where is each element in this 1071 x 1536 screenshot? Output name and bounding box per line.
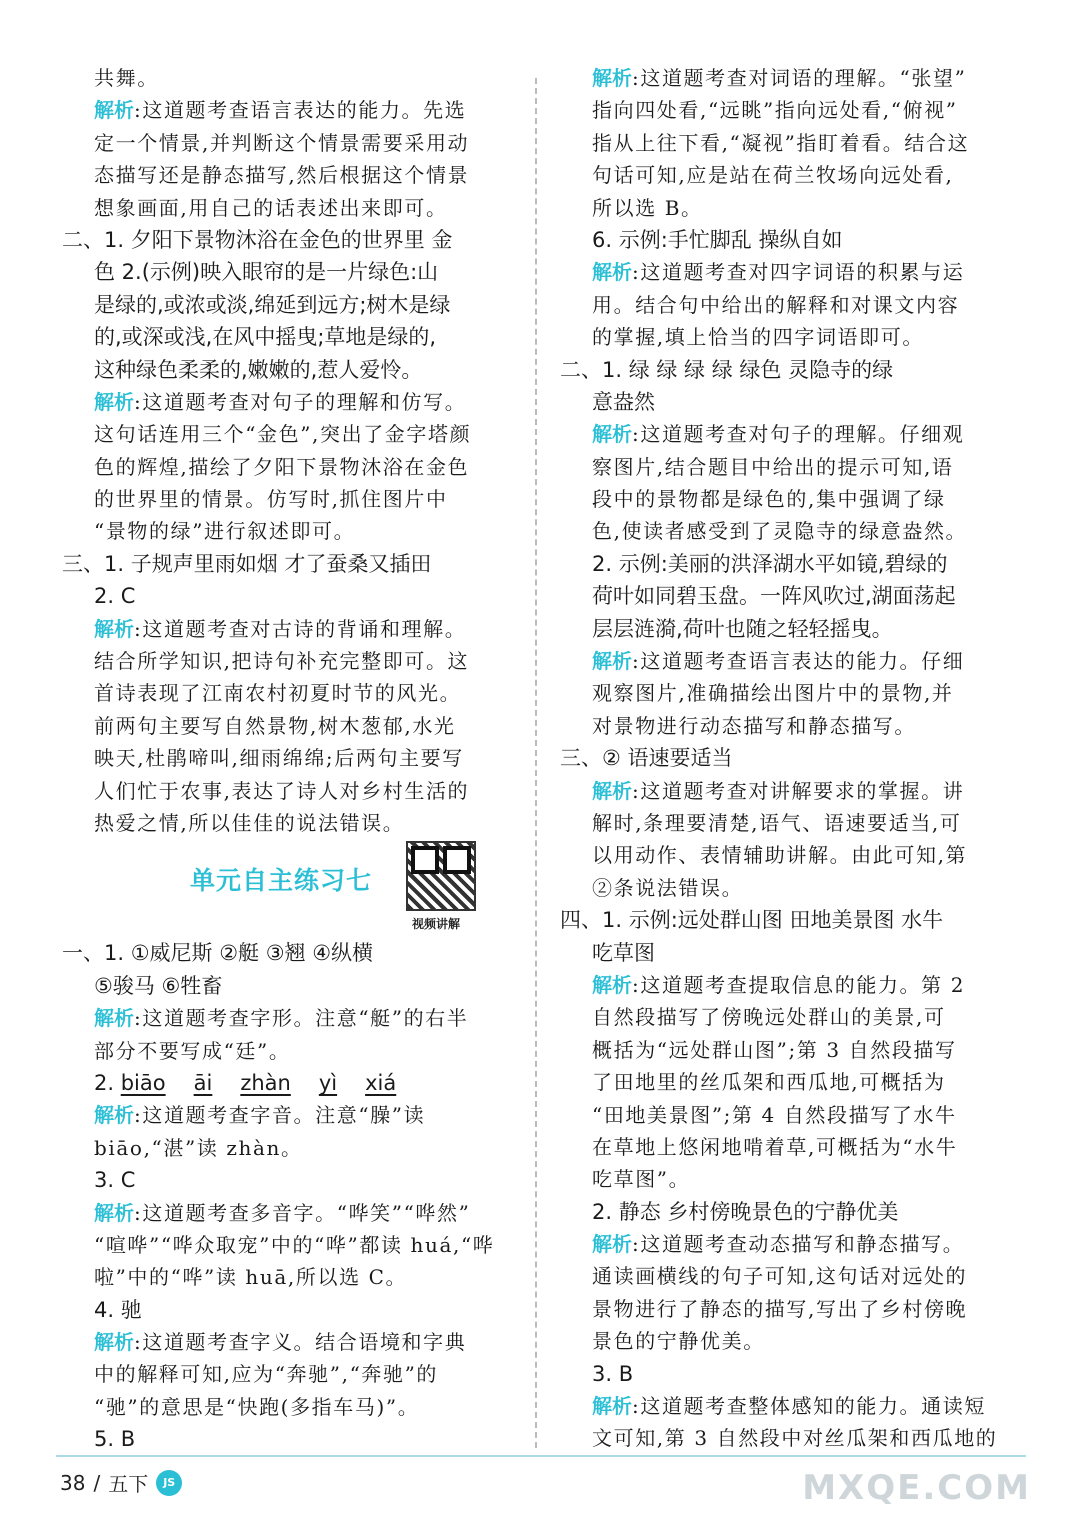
analysis-label: 解析 (592, 422, 632, 447)
analysis-label: 解析 (94, 1103, 134, 1128)
line-text: 4. 驰 (94, 1297, 142, 1322)
analysis-label: 解析 (592, 778, 632, 803)
text-line (62, 1326, 514, 1358)
pinyin-answer: xiá (365, 1070, 397, 1095)
line-text: 对景物进行动态描写和静态描写。 (592, 713, 916, 738)
text-line (62, 1294, 514, 1326)
text-line (560, 1228, 1012, 1260)
text-line (62, 710, 514, 742)
text-line (560, 1325, 1012, 1357)
line-text: ②条说法错误。 (592, 875, 744, 900)
line-text: 想象画面,用自己的话表述出来即可。 (94, 195, 448, 220)
line-text: “驰”的意思是“快跑(多指车马)”。 (94, 1394, 420, 1419)
text-line (560, 1390, 1012, 1422)
text-line (560, 1196, 1012, 1228)
line-text: 人们忙于农事,表达了诗人对乡村生活的 (94, 778, 470, 803)
analysis-label: 解析 (592, 649, 632, 674)
line-text: 在草地上悠闲地啃着草,可概括为“水牛 (592, 1134, 958, 1159)
pinyin-answer: biāo (120, 1070, 166, 1095)
text-line (62, 192, 514, 224)
text-line (62, 1099, 514, 1131)
line-text: 前两句主要写自然景物,树木葱郁,水光 (94, 713, 456, 738)
line-text: 2. C (94, 584, 136, 609)
text-line (560, 1066, 1012, 1098)
line-text: 映天,杜鹃啼叫,细雨绵绵;后两句主要写 (94, 746, 464, 771)
text-line (62, 451, 514, 483)
text-line (62, 548, 514, 580)
line-text: 吃草图 (592, 940, 655, 965)
text-line (62, 483, 514, 515)
pinyin-answer: yì (318, 1070, 338, 1095)
line-text: 是绿的,或浓或淡,绵延到远方;树木是绿 (94, 292, 451, 317)
text-line (62, 321, 514, 353)
text-line (62, 289, 514, 321)
left-answers-part2 (62, 937, 514, 1455)
watermark: MXQE.COM (802, 1468, 1031, 1508)
text-line (62, 1229, 514, 1261)
text-line (560, 904, 1012, 936)
analysis-label: 解析 (94, 98, 134, 123)
text-line (560, 192, 1012, 224)
text-line (62, 1391, 514, 1423)
line-text: 了田地里的丝瓜架和西瓜地,可概括为 (592, 1070, 946, 1095)
text-line (560, 483, 1012, 515)
line-text: 2. 静态 乡村傍晚景色的宁静优美 (592, 1199, 899, 1224)
line-text: 二、1. 绿 绿 绿 绿 绿色 灵隐寺的绿 (560, 357, 894, 382)
page-number: 38 (60, 1470, 86, 1495)
text-line (62, 1002, 514, 1034)
text-line (560, 580, 1012, 612)
line-text: :这道题考查对讲解要求的掌握。讲 (632, 778, 965, 803)
footer-rule (56, 1455, 1026, 1457)
text-line (560, 62, 1012, 94)
line-text: 色 2.(示例)映入眼帘的是一片绿色:山 (94, 260, 439, 285)
line-text: 景物进行了静态的描写,写出了乡村傍晚 (592, 1296, 968, 1321)
line-text: 荷叶如同碧玉盘。一阵风吹过,湖面荡起 (592, 584, 956, 609)
line-text: :这道题考查对句子的理解。仔细观 (632, 422, 965, 447)
text-line (560, 127, 1012, 159)
line-text: 3. B (592, 1361, 634, 1386)
text-line (62, 1067, 514, 1099)
unit-title: 单元自主练习七 (190, 866, 373, 896)
line-text: 解时,条理要清楚,语气、语速要适当,可 (592, 810, 962, 835)
line-text: 部分不要写成“廷”。 (94, 1038, 291, 1063)
left-answers-part1 (62, 62, 514, 839)
text-line (62, 613, 514, 645)
left-column (62, 62, 514, 1456)
line-text: 察图片,结合题目中给出的提示可知,语 (592, 454, 954, 479)
text-line (560, 839, 1012, 871)
text-line (560, 677, 1012, 709)
line-text: :这道题考查语言表达的能力。仔细 (632, 649, 965, 674)
right-column (560, 62, 1012, 1455)
line-text: 指向四处看,“远眺”指向远处看,“俯视” (592, 98, 958, 123)
line-text: :这道题考查对句子的理解和仿写。 (134, 389, 467, 414)
text-line (560, 872, 1012, 904)
text-line (62, 742, 514, 774)
line-text: 指从上往下看,“凝视”指盯着看。结合这 (592, 130, 970, 155)
text-line (62, 127, 514, 159)
line-text: :这道题考查多音字。“哗笑”“哗然” (134, 1200, 471, 1225)
line-text: 6. 示例:手忙脚乱 操纵自如 (592, 227, 843, 252)
text-line (62, 418, 514, 450)
text-line (560, 710, 1012, 742)
text-line (560, 645, 1012, 677)
line-text: 定一个情景,并判断这个情景需要采用动 (94, 130, 470, 155)
text-line (560, 94, 1012, 126)
pinyin-answer: zhàn (240, 1070, 291, 1095)
line-text: 三、② 语速要适当 (560, 746, 733, 771)
analysis-label: 解析 (592, 1394, 632, 1419)
text-line (62, 580, 514, 612)
analysis-label: 解析 (94, 389, 134, 414)
analysis-label: 解析 (592, 260, 632, 285)
analysis-label: 解析 (592, 972, 632, 997)
pinyin-answer: āi (193, 1070, 213, 1095)
line-text: :这道题考查对词语的理解。“张望” (632, 66, 967, 90)
line-text: :这道题考查动态描写和静态描写。 (632, 1232, 965, 1257)
text-line (560, 224, 1012, 256)
line-text: 的世界里的情景。仿写时,抓住图片中 (94, 487, 448, 512)
text-line (62, 937, 514, 969)
line-text: 通读画横线的句子可知,这句话对远处的 (592, 1264, 968, 1289)
line-text: 首诗表现了江南农村初夏时节的风光。 (94, 681, 462, 706)
line-text: 这种绿色柔柔的,嫩嫩的,惹人爱怜。 (94, 357, 423, 382)
text-line (62, 224, 514, 256)
text-line (62, 970, 514, 1002)
text-line (62, 1035, 514, 1067)
line-text: 用。结合句中给出的解释和对课文内容 (592, 292, 960, 317)
line-text: ⑤骏马 ⑥牲畜 (94, 973, 223, 998)
text-line (62, 1164, 514, 1196)
line-text: 啦”中的“哗”读 huā,所以选 C。 (94, 1265, 408, 1290)
qr-code-icon[interactable] (406, 841, 476, 911)
text-line (62, 1197, 514, 1229)
line-text: 这句话连用三个“金色”,突出了金字塔颜 (94, 422, 472, 447)
line-text: :这道题考查对四字词语的积累与运 (632, 260, 965, 285)
line-text: biāo,“湛”读 zhàn。 (94, 1135, 303, 1160)
text-line (560, 969, 1012, 1001)
text-line (560, 451, 1012, 483)
text-line (560, 548, 1012, 580)
text-line (62, 645, 514, 677)
unit-header (62, 839, 514, 937)
line-text: :这道题考查字义。结合语境和字典 (134, 1330, 467, 1355)
line-text: 意盎然 (592, 389, 655, 414)
analysis-label: 解析 (94, 1006, 134, 1031)
column-divider (535, 78, 537, 1448)
text-line (62, 386, 514, 418)
line-text: 共舞。 (94, 66, 159, 90)
text-line (560, 1260, 1012, 1292)
line-text: 文可知,第 3 自然段中对丝瓜架和西瓜地的 (592, 1426, 998, 1451)
line-text: 以用动作、表情辅助讲解。由此可知,第 (592, 843, 968, 868)
analysis-label: 解析 (592, 1232, 632, 1257)
line-text: 热爱之情,所以佳佳的说法错误。 (94, 810, 405, 835)
text-line (560, 937, 1012, 969)
text-line (560, 1163, 1012, 1195)
line-text: 段中的景物都是绿色的,集中强调了绿 (592, 487, 946, 512)
text-line (62, 775, 514, 807)
text-line (560, 613, 1012, 645)
text-line (62, 354, 514, 386)
line-text: 层层涟漪,荷叶也随之轻轻摇曳。 (592, 616, 893, 641)
line-text: 色,使读者感受到了灵隐寺的绿意盎然。 (592, 519, 968, 544)
footer-separator: / (93, 1470, 101, 1495)
text-line (62, 1423, 514, 1455)
line-text: 三、1. 子规声里雨如烟 才了蚕桑又插田 (62, 551, 432, 576)
text-line (560, 807, 1012, 839)
line-text: 二、1. 夕阳下景物沐浴在金色的世界里 金 (62, 227, 453, 252)
line-text: “田地美景图”;第 4 自然段描写了水牛 (592, 1102, 957, 1127)
analysis-label: 解析 (94, 1200, 134, 1225)
text-line (560, 1358, 1012, 1390)
line-text: :这道题考查语言表达的能力。先选 (134, 98, 467, 123)
text-line (560, 418, 1012, 450)
line-text: 景色的宁静优美。 (592, 1329, 765, 1354)
text-line (560, 159, 1012, 191)
line-text: “景物的绿”进行叙述即可。 (94, 519, 356, 544)
edition-badge-icon: JS (156, 1470, 182, 1496)
text-line (560, 1099, 1012, 1131)
line-text: 2. 示例:美丽的洪泽湖水平如镜,碧绿的 (592, 551, 948, 576)
text-line (62, 62, 514, 94)
text-line (62, 1261, 514, 1293)
text-line (560, 1131, 1012, 1163)
text-line (62, 1132, 514, 1164)
text-line (560, 256, 1012, 288)
line-text: :这道题考查整体感知的能力。通读短 (632, 1394, 986, 1419)
page-footer (60, 1468, 182, 1497)
text-line (560, 1422, 1012, 1454)
text-line (560, 1293, 1012, 1325)
text-line (560, 354, 1012, 386)
text-line (62, 515, 514, 547)
text-line (62, 159, 514, 191)
grade-label: 五下 (108, 1472, 149, 1496)
text-line (560, 321, 1012, 353)
text-line (62, 1358, 514, 1390)
text-line (560, 742, 1012, 774)
line-text: 四、1. 示例:远处群山图 田地美景图 水牛 (560, 908, 944, 933)
analysis-label: 解析 (592, 66, 632, 90)
text-line (62, 807, 514, 839)
text-line (560, 1001, 1012, 1033)
line-text: 的掌握,填上恰当的四字词语即可。 (592, 325, 924, 350)
line-text: 观察图片,准确描绘出图片中的景物,并 (592, 681, 954, 706)
line-text: :这道题考查提取信息的能力。第 2 (632, 972, 966, 997)
right-answers (560, 62, 1012, 1455)
line-text: 概括为“远处群山图”;第 3 自然段描写 (592, 1037, 957, 1062)
line-text: 态描写还是静态描写,然后根据这个情景 (94, 163, 470, 188)
text-line (560, 386, 1012, 418)
qr-label: 视频讲解 (412, 917, 461, 932)
analysis-label: 解析 (94, 616, 134, 641)
text-line (62, 94, 514, 126)
question-number: 2. (94, 1070, 121, 1095)
line-text: 色的辉煌,描绘了夕阳下景物沐浴在金色 (94, 454, 470, 479)
text-line (560, 775, 1012, 807)
text-line (62, 256, 514, 288)
line-text: 自然段描写了傍晚远处群山的美景,可 (592, 1005, 946, 1030)
text-line (62, 677, 514, 709)
line-text: 所以选 B。 (592, 195, 703, 220)
line-text: 中的解释可知,应为“奔驰”,“奔驰”的 (94, 1362, 439, 1387)
text-line (560, 289, 1012, 321)
text-line (560, 1034, 1012, 1066)
line-text: 5. B (94, 1427, 136, 1452)
line-text: 吃草图”。 (592, 1167, 691, 1192)
line-text: “喧哗”“哗众取宠”中的“哗”都读 huá,“哗 (94, 1232, 495, 1257)
line-text: 3. C (94, 1168, 136, 1193)
line-text: 的,或深或浅,在风中摇曳;草地是绿的, (94, 325, 437, 350)
line-text: 一、1. ①威尼斯 ②艇 ③翘 ④纵横 (62, 941, 374, 966)
line-text: :这道题考查字音。注意“臊”读 (134, 1103, 426, 1128)
line-text: 结合所学知识,把诗句补充完整即可。这 (94, 649, 470, 674)
analysis-label: 解析 (94, 1330, 134, 1355)
line-text: :这道题考查字形。注意“艇”的右半 (134, 1006, 469, 1031)
line-text: :这道题考查对古诗的背诵和理解。 (134, 616, 467, 641)
line-text: 句话可知,应是站在荷兰牧场向远处看, (592, 163, 954, 188)
text-line (560, 515, 1012, 547)
